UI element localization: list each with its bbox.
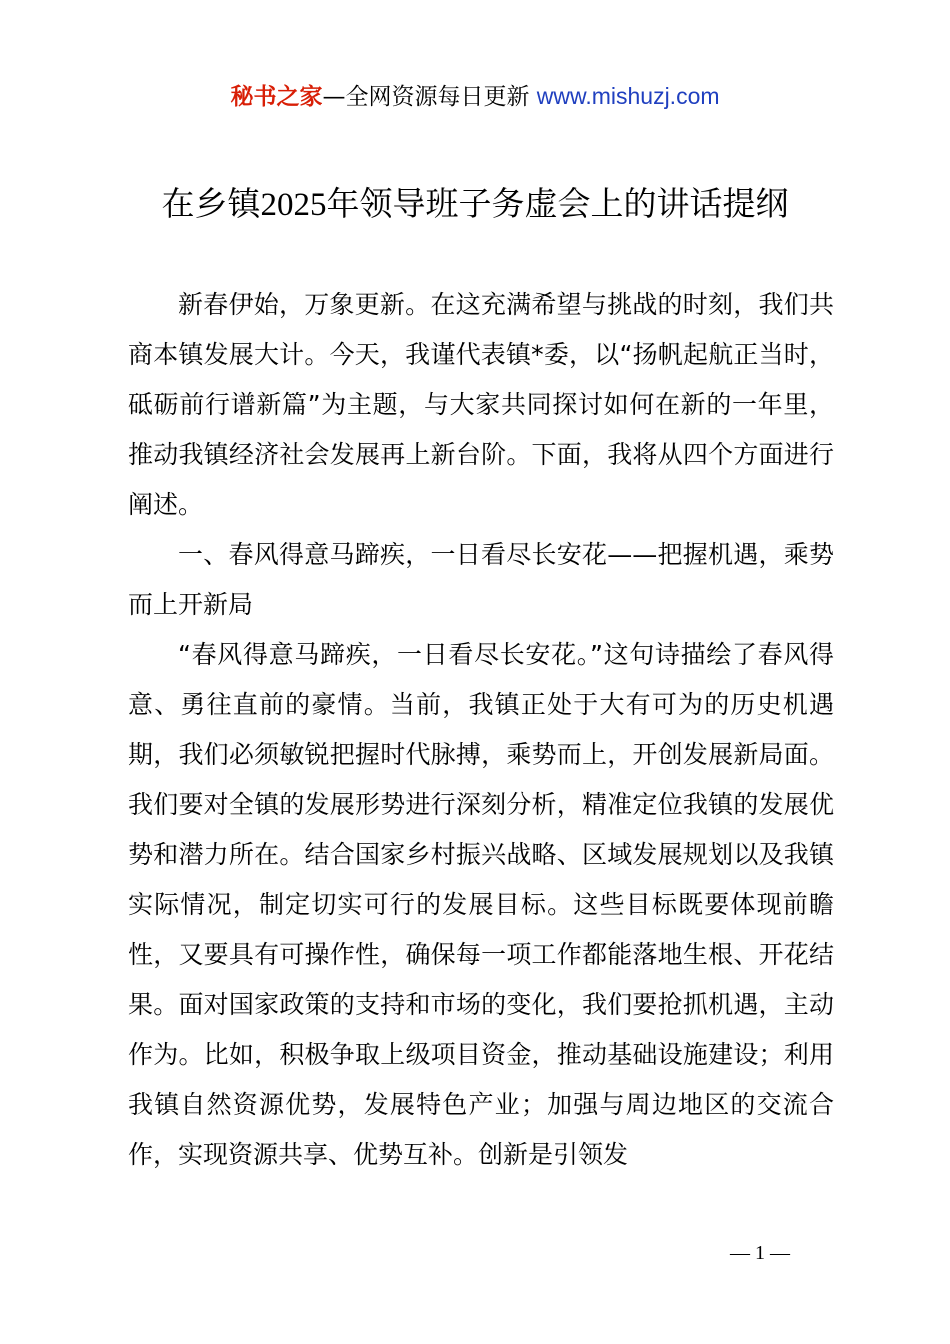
site-tagline: —全网资源每日更新 <box>322 84 530 110</box>
document-title <box>0 182 950 227</box>
title-suffix: 年领导班子务虚会上的讲话提纲 <box>326 184 789 223</box>
site-brand: 秘书之家 <box>230 84 323 110</box>
section-paragraph-1: “春风得意马蹄疾，一日看尽长安花。”这句诗描绘了春风得意、勇往直前的豪情。当前，我镇正处于大有可为的历史机遇期，我们必须敏锐把握时代脉搏，乘势而上，开创发展新局面。我们要对全镇的发展形势进行深刻分析，精准定位我镇的发展优势和潜力所在。结合国家乡村振兴战略、区域发展规划以及我镇实际情况，制定切实可行的发展目标。这些目标既要体现前瞻性，又要具有可操作性，确保每一项工作都能落地生根、开花结果。面对国家政策的支持和市场的变化，我们要抢抓机遇，主动作为。比如，积极争取上级项目资金，推动基础设施建设；利用我镇自然资源优势，发展特色产业；加强与周边地区的交流合作，实现资源共享、优势互补。创新是引领发 <box>128 640 834 1169</box>
site-url: www.mishuzj.com <box>536 83 720 109</box>
document-body <box>128 280 834 1180</box>
page-number: — 1 — <box>730 1242 790 1264</box>
intro-paragraph: 新春伊始，万象更新。在这充满希望与挑战的时刻，我们共商本镇发展大计。今天，我谨代表镇*委，以“扬帆起航正当时，砥砺前行谱新篇”为主题，与大家共同探讨如何在新的一年里，推动我镇经济社会发展再上新台阶。下面，我将从四个方面进行阐述。 <box>128 290 834 519</box>
title-prefix: 在乡镇 <box>161 184 261 223</box>
title-year: 2025 <box>260 187 327 223</box>
section-heading-1: 一、春风得意马蹄疾，一日看尽长安花——把握机遇，乘势而上开新局 <box>128 540 834 619</box>
site-header <box>0 80 950 113</box>
